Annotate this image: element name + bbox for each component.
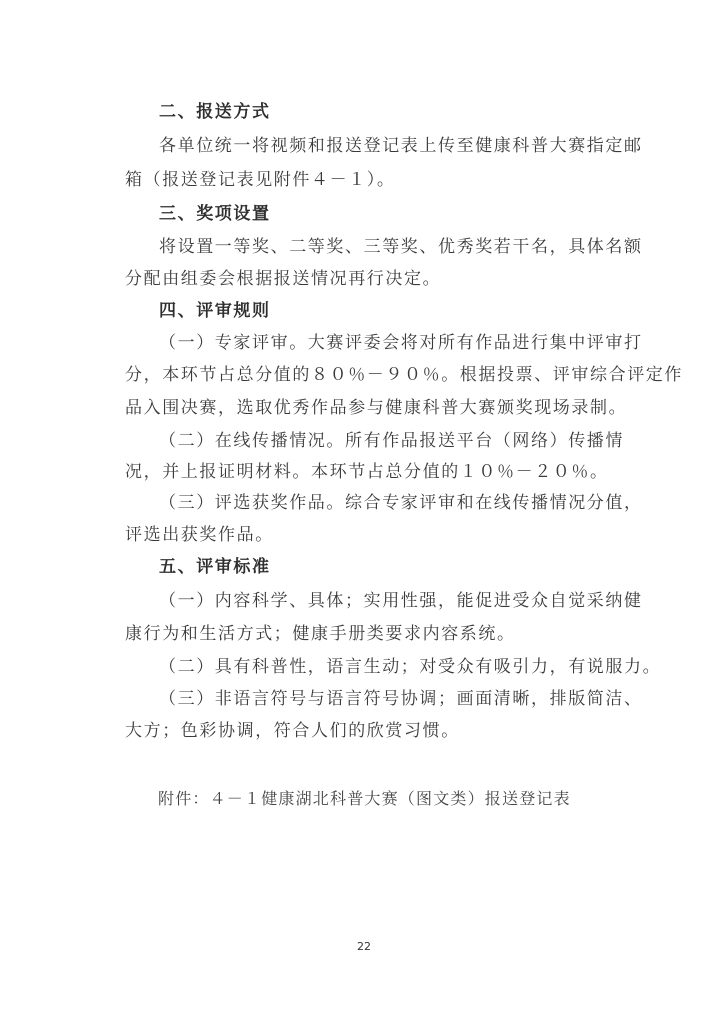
section-heading-review-rules: 四、评审规则: [159, 301, 271, 321]
body-text-line: 康行为和生活方式；健康手册类要求内容系统。: [125, 624, 516, 644]
body-text-line: 箱（报送登记表见附件４－１）。: [125, 170, 396, 190]
body-text-line: （一）内容科学、具体；实用性强，能促进受众自觉采纳健: [159, 591, 643, 611]
body-text-line: （二）具有科普性，语言生动；对受众有吸引力，有说服力。: [159, 657, 662, 677]
section-heading-awards: 三、奖项设置: [159, 204, 271, 224]
body-text-line: 评选出获奖作品。: [125, 525, 274, 545]
body-text-line: （三）评选获奖作品。综合专家评审和在线传播情况分值，: [159, 493, 643, 513]
section-heading-submission: 二、报送方式: [159, 102, 271, 122]
body-text-line: （三）非语言符号与语言符号协调；画面清晰，排版简洁、: [159, 689, 643, 709]
body-text-line: 分，本环节占总分值的８０％－９０％。根据投票、评审综合评定作: [125, 365, 683, 385]
body-text-line: 大方；色彩协调，符合人们的欣赏习惯。: [125, 721, 460, 741]
section-heading-review-criteria: 五、评审标准: [159, 557, 271, 577]
body-text-line: （二）在线传播情况。所有作品报送平台（网络）传播情: [159, 431, 624, 451]
body-text-line: 品入围决赛，选取优秀作品参与健康科普大赛颁奖现场录制。: [125, 398, 628, 418]
page-number: 22: [357, 940, 371, 953]
body-text-line: 分配由组委会根据报送情况再行决定。: [125, 269, 442, 289]
body-text-line: 将设置一等奖、二等奖、三等奖、优秀奖若干名，具体名额: [159, 237, 643, 257]
body-text-line: 各单位统一将视频和报送登记表上传至健康科普大赛指定邮: [159, 136, 643, 156]
attachment-note: 附件：４－１健康湖北科普大赛（图文类）报送登记表: [158, 789, 571, 808]
body-text-line: （一）专家评审。大赛评委会将对所有作品进行集中评审打: [159, 333, 643, 353]
body-text-line: 况，并上报证明材料。本环节占总分值的１０％－２０％。: [125, 462, 609, 482]
